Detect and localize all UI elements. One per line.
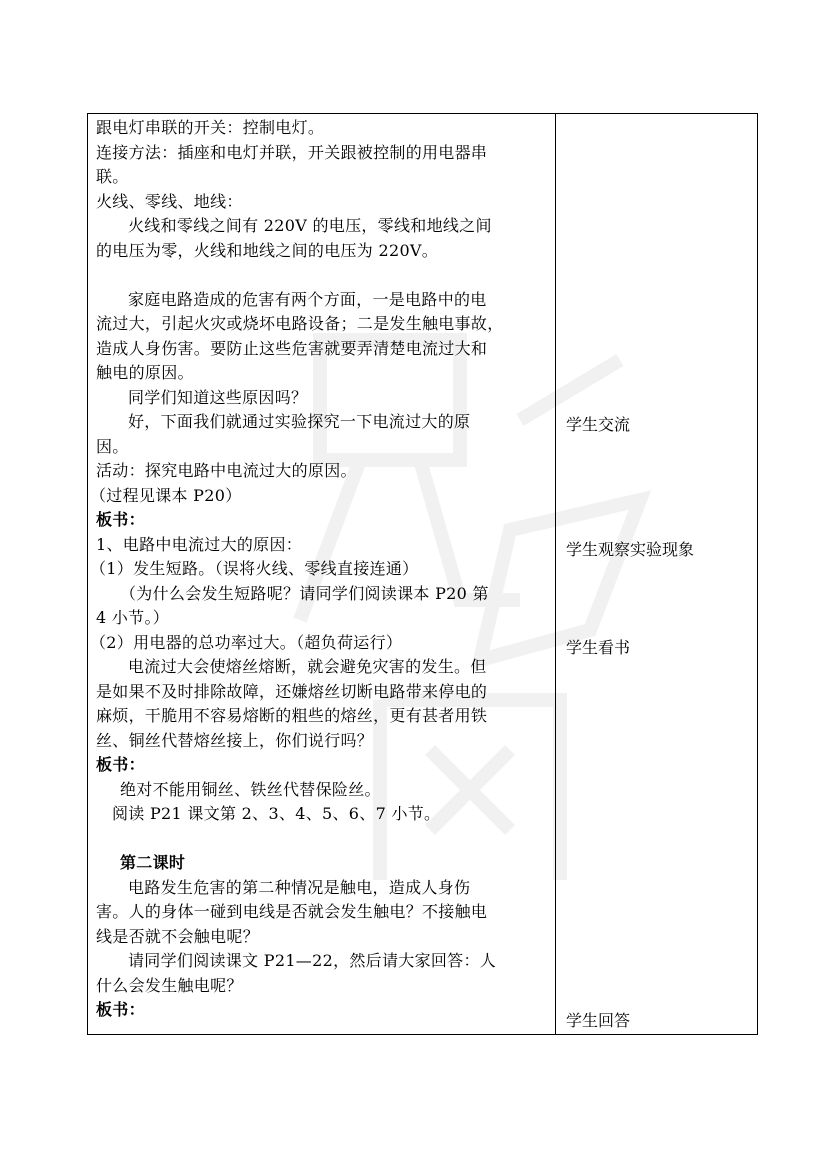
text-line: 电流过大会使熔丝熔断，就会避免灾害的发生。但 [128,657,487,676]
text-line: 4 小节。） [96,608,170,627]
text-line: 家庭电路造成的危害有两个方面，一是电路中的电 [128,289,487,309]
text-line: 跟电灯串联的开关：控制电灯。 [96,118,325,137]
text-line: 阅读 P21 课文第 2、3、4、5、6、7 小节。 [112,804,441,823]
text-line: （1）发生短路。（误将火线、零线直接连通） [90,559,419,578]
text-line: 绝对不能用铜丝、铁丝代替保险丝。 [120,779,381,799]
text-line: （过程见课本 P20） [90,485,242,505]
side-note: 学生交流 [566,415,631,434]
text-line: 连接方法：插座和电灯并联，开关跟被控制的用电器串 [96,142,488,162]
side-note: 学生回答 [566,1011,631,1030]
spacer [96,827,552,852]
text-line: 火线、零线、地线： [96,191,243,211]
board-heading: 板书： [96,1000,145,1019]
text-line: 丝、铜丝代替熔丝接上，你们说行吗？ [96,730,374,750]
text-line: 因。 [96,436,129,456]
text-line: 造成人身伤害。要防止这些危害就要弄清楚电流过大和 [96,338,488,358]
side-note: 学生观察实验现象 [566,540,695,559]
text-line: 1、电路中电流过大的原因： [96,534,303,554]
text-line: 电路发生危害的第二种情况是触电，造成人身伤 [128,877,471,897]
text-line: 好，下面我们就通过实验探究一下电流过大的原 [128,412,471,431]
side-note: 学生看书 [566,638,631,657]
section-heading: 第二课时 [120,853,186,872]
text-line: 活动：探究电路中电流过大的原因。 [96,461,357,480]
text-line: 害。人的身体一碰到电线是否就会发生触电？不接触电 [96,902,488,921]
board-heading: 板书： [96,510,145,529]
column-divider [555,113,556,1035]
text-line: 的电压为零，火线和地线之间的电压为 220V。 [96,240,439,260]
text-line: 线是否就不会触电呢？ [96,926,260,946]
text-line: 火线和零线之间有 220V 的电压，零线和地线之间 [128,216,492,235]
text-line: 流过大，引起火灾或烧坏电路设备；二是发生触电事故， [96,314,504,333]
text-line: 触电的原因。 [96,363,194,382]
teaching-content-column [90,116,552,1023]
text-line: 联。 [96,167,129,186]
spacer [96,263,552,288]
text-line: 同学们知道这些原因吗？ [128,387,308,407]
text-line: 什么会发生触电呢？ [96,975,243,995]
text-line: 请同学们阅读课文 P21—22，然后请大家回答：人 [128,951,497,970]
text-line: （2）用电器的总功率过大。（超负荷运行） [90,632,403,652]
board-heading: 板书： [96,755,145,774]
text-line: 是如果不及时排除故障，还嫌熔丝切断电路带来停电的 [96,681,488,701]
text-line: 麻烦，干脆用不容易熔断的粗些的熔丝，更有甚者用铁 [96,706,488,725]
text-line: （为什么会发生短路呢？请同学们阅读课本 P20 第 [120,583,489,603]
